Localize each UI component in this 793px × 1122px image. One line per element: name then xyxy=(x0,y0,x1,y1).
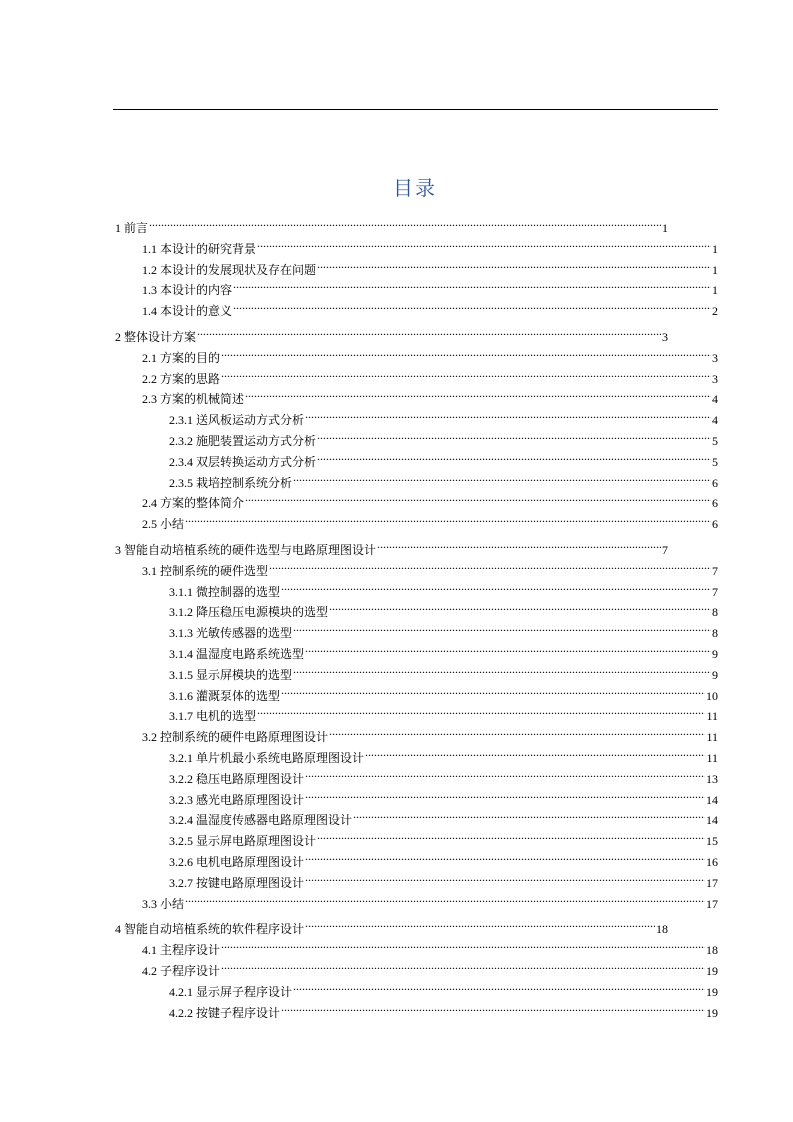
toc-dot-leader xyxy=(353,804,705,824)
toc-entry[interactable] xyxy=(142,721,718,745)
toc-dot-leader xyxy=(365,742,705,762)
toc-entry[interactable] xyxy=(169,804,718,828)
toc-dot-leader xyxy=(257,233,711,253)
toc-entry-page: 18 xyxy=(656,922,668,937)
toc-entry-label: 2.4 方案的整体简介 xyxy=(142,496,245,511)
toc-entry-page: 11 xyxy=(706,730,718,745)
toc-dot-leader xyxy=(317,254,711,274)
toc-entry-page: 8 xyxy=(712,626,718,641)
toc-entry[interactable] xyxy=(169,638,718,661)
toc-dot-leader xyxy=(221,955,705,975)
toc-entry-label: 3.2.4 温湿度传感器电路原理图设计 xyxy=(169,813,353,828)
toc-entry-label: 3.2.5 显示屏电路原理图设计 xyxy=(169,834,317,849)
toc-entry[interactable] xyxy=(142,342,718,365)
toc-dot-leader xyxy=(281,576,711,596)
header-rule xyxy=(113,109,718,110)
toc-dot-leader xyxy=(221,342,711,362)
toc-title: 目录 xyxy=(393,178,437,200)
toc-entry-page: 17 xyxy=(706,875,718,890)
toc-entry[interactable] xyxy=(142,888,718,911)
toc-entry-label: 4.2 子程序设计 xyxy=(142,964,221,978)
toc-dot-leader xyxy=(305,867,705,887)
toc-entry[interactable] xyxy=(142,383,718,407)
toc-entry-page: 11 xyxy=(706,751,718,765)
toc-dot-leader xyxy=(281,680,705,700)
toc-entry[interactable] xyxy=(169,784,718,807)
toc-entry[interactable] xyxy=(142,233,718,256)
toc-entry-label: 2.1 方案的目的 xyxy=(142,350,221,365)
toc-entry-label: 2.3.5 栽培控制系统分析 xyxy=(169,475,293,490)
toc-entry-label: 1.2 本设计的发展现状及存在问题 xyxy=(142,262,317,277)
toc-entry-label: 1.3 本设计的内容 xyxy=(142,283,233,298)
toc-dot-leader xyxy=(185,888,705,908)
toc-dot-leader xyxy=(233,274,711,294)
toc-entry[interactable] xyxy=(142,254,718,277)
toc-entry-page: 11 xyxy=(706,709,718,724)
toc-entry-page: 16 xyxy=(706,855,718,869)
toc-entry[interactable] xyxy=(142,934,718,958)
toc-entry-label: 3.1 控制系统的硬件选型 xyxy=(142,563,269,578)
toc-dot-leader xyxy=(233,295,711,315)
toc-entry-label: 3.1.7 电机的选型 xyxy=(169,709,257,724)
toc-dot-leader xyxy=(269,555,711,575)
toc-entry[interactable] xyxy=(142,487,718,511)
toc-entry-label: 1.1 本设计的研究背景 xyxy=(142,241,257,256)
toc-entry-page: 13 xyxy=(706,771,718,786)
toc-dot-leader xyxy=(305,913,655,933)
toc-dot-leader xyxy=(317,446,711,466)
toc-entry[interactable] xyxy=(142,274,718,298)
toc-entry-page: 8 xyxy=(712,605,718,620)
toc-entry[interactable] xyxy=(142,955,718,978)
toc-entry-page: 1 xyxy=(712,241,718,256)
toc-entry-label: 2.2 方案的思路 xyxy=(142,371,221,386)
toc-entry[interactable] xyxy=(142,555,718,578)
toc-entry-label: 2.5 小结 xyxy=(142,517,185,532)
toc-entry-page: 7 xyxy=(712,584,718,599)
toc-entry[interactable] xyxy=(142,363,718,386)
toc-entry-page: 6 xyxy=(712,475,718,490)
toc-entry-label: 2.3.2 施肥装置运动方式分析 xyxy=(169,434,317,448)
toc-entry-page: 14 xyxy=(706,813,718,828)
toc-entry-page: 15 xyxy=(706,834,718,849)
toc-entry[interactable] xyxy=(169,742,718,765)
toc-entry-page: 19 xyxy=(706,1005,718,1020)
toc-entry-label: 4.2.1 显示屏子程序设计 xyxy=(169,984,293,999)
toc-entry[interactable] xyxy=(169,446,718,469)
toc-entry-label: 3.2 控制系统的硬件电路原理图设计 xyxy=(142,730,329,745)
toc-entry-label: 3.2.3 感光电路原理图设计 xyxy=(169,792,305,807)
toc-entry-page: 5 xyxy=(712,454,718,469)
toc-entry[interactable] xyxy=(169,576,718,599)
toc-entry[interactable] xyxy=(169,617,718,641)
toc-entry-label: 3.1.6 灌溉泵体的选型 xyxy=(169,688,281,703)
toc-dot-leader xyxy=(293,659,711,679)
toc-entry-label: 3.1.4 温湿度电路系统选型 xyxy=(169,647,305,661)
toc-entry-page: 10 xyxy=(706,688,718,703)
toc-dot-leader xyxy=(305,763,705,783)
toc-dot-leader xyxy=(305,846,705,866)
toc-dot-leader xyxy=(293,467,711,487)
toc-entry[interactable] xyxy=(169,867,718,890)
toc-entry-page: 4 xyxy=(712,392,718,407)
toc-entry-page: 7 xyxy=(662,543,668,557)
toc-entry-page: 4 xyxy=(712,413,718,428)
toc-entry[interactable] xyxy=(169,846,718,869)
toc-entry-label: 3.3 小结 xyxy=(142,896,185,911)
toc-entry-label: 3.1.3 光敏传感器的选型 xyxy=(169,626,293,641)
toc-entry-label: 2.3.1 送风板运动方式分析 xyxy=(169,413,305,428)
toc-entry[interactable] xyxy=(169,763,718,786)
toc-dot-leader xyxy=(221,363,711,383)
toc-dot-leader xyxy=(317,425,711,445)
toc-dot-leader xyxy=(257,700,705,720)
toc-entry[interactable] xyxy=(169,976,718,999)
toc-dot-leader xyxy=(221,934,705,954)
toc-entry-page: 1 xyxy=(662,221,668,235)
toc-dot-leader xyxy=(185,508,711,528)
toc-dot-leader xyxy=(305,404,711,424)
toc-entry-page: 18 xyxy=(706,943,718,958)
toc-entry[interactable] xyxy=(169,425,718,448)
toc-entry-page: 2 xyxy=(712,304,718,319)
toc-entry[interactable] xyxy=(169,825,718,849)
toc-entry[interactable] xyxy=(169,467,718,490)
toc-entry[interactable] xyxy=(169,680,718,703)
toc-entry[interactable] xyxy=(142,508,718,532)
toc-dot-leader xyxy=(281,997,705,1017)
toc-dot-leader xyxy=(197,321,661,341)
toc-dot-leader xyxy=(305,784,705,804)
toc-entry-label: 3 智能自动培植系统的硬件选型与电路原理图设计 xyxy=(115,543,377,557)
toc-entry-label: 2.3.4 双层转换运动方式分析 xyxy=(169,454,317,469)
toc-dot-leader xyxy=(329,596,711,616)
toc-entry[interactable] xyxy=(115,321,668,344)
toc-entry-label: 3.2.2 稳压电路原理图设计 xyxy=(169,771,305,786)
toc-entry-page: 3 xyxy=(662,330,668,344)
toc-entry[interactable] xyxy=(169,700,718,724)
toc-entry-label: 3.2.6 电机电路原理图设计 xyxy=(169,855,305,869)
toc-entry-page: 6 xyxy=(712,517,718,532)
toc-entry-label: 4.2.2 按键子程序设计 xyxy=(169,1005,281,1020)
toc-entry[interactable] xyxy=(169,596,718,620)
toc-entry-label: 1 前言 xyxy=(115,221,149,235)
toc-entry[interactable] xyxy=(169,404,718,428)
toc-entry[interactable] xyxy=(169,659,718,682)
toc-dot-leader xyxy=(317,825,705,845)
toc-entry[interactable] xyxy=(115,534,668,557)
toc-entry-page: 9 xyxy=(712,667,718,682)
toc-dot-leader xyxy=(293,617,711,637)
toc-entry-page: 6 xyxy=(712,496,718,511)
toc-dot-leader xyxy=(149,212,661,232)
toc-entry-page: 3 xyxy=(712,371,718,386)
toc-dot-leader xyxy=(305,638,711,658)
toc-entry-label: 1.4 本设计的意义 xyxy=(142,304,233,319)
toc-entry-page: 19 xyxy=(706,964,718,978)
toc-entry-label: 3.2.7 按键电路原理图设计 xyxy=(169,875,305,890)
toc-entry-page: 1 xyxy=(712,262,718,277)
toc-entry-label: 4.1 主程序设计 xyxy=(142,943,221,958)
toc-entry-page: 14 xyxy=(706,792,718,807)
toc-dot-leader xyxy=(293,976,705,996)
toc-entry-page: 1 xyxy=(712,283,718,298)
toc-entry[interactable] xyxy=(142,295,718,319)
toc-entry-label: 3.1.2 降压稳压电源模块的选型 xyxy=(169,605,329,620)
toc-entry-page: 17 xyxy=(706,896,718,911)
toc-entry-label: 3.1.1 微控制器的选型 xyxy=(169,584,281,599)
toc-dot-leader xyxy=(377,534,661,554)
toc-entry[interactable] xyxy=(115,913,668,937)
toc-entry-page: 3 xyxy=(712,350,718,365)
toc-entry[interactable] xyxy=(169,997,718,1020)
toc-entry-page: 7 xyxy=(712,563,718,578)
toc-entry-page: 19 xyxy=(706,984,718,999)
toc-dot-leader xyxy=(329,721,705,741)
toc-entry-label: 2 整体设计方案 xyxy=(115,330,197,344)
toc-dot-leader xyxy=(245,383,711,403)
toc-entry-page: 5 xyxy=(712,434,718,448)
toc-entry-page: 9 xyxy=(712,647,718,661)
toc-dot-leader xyxy=(245,487,711,507)
toc-entry[interactable] xyxy=(115,212,668,235)
toc-entry-label: 2.3 方案的机械简述 xyxy=(142,392,245,407)
toc-entry-label: 3.2.1 单片机最小系统电路原理图设计 xyxy=(169,751,365,765)
toc-entry-label: 4 智能自动培植系统的软件程序设计 xyxy=(115,922,305,937)
toc-entry-label: 3.1.5 显示屏模块的选型 xyxy=(169,667,293,682)
